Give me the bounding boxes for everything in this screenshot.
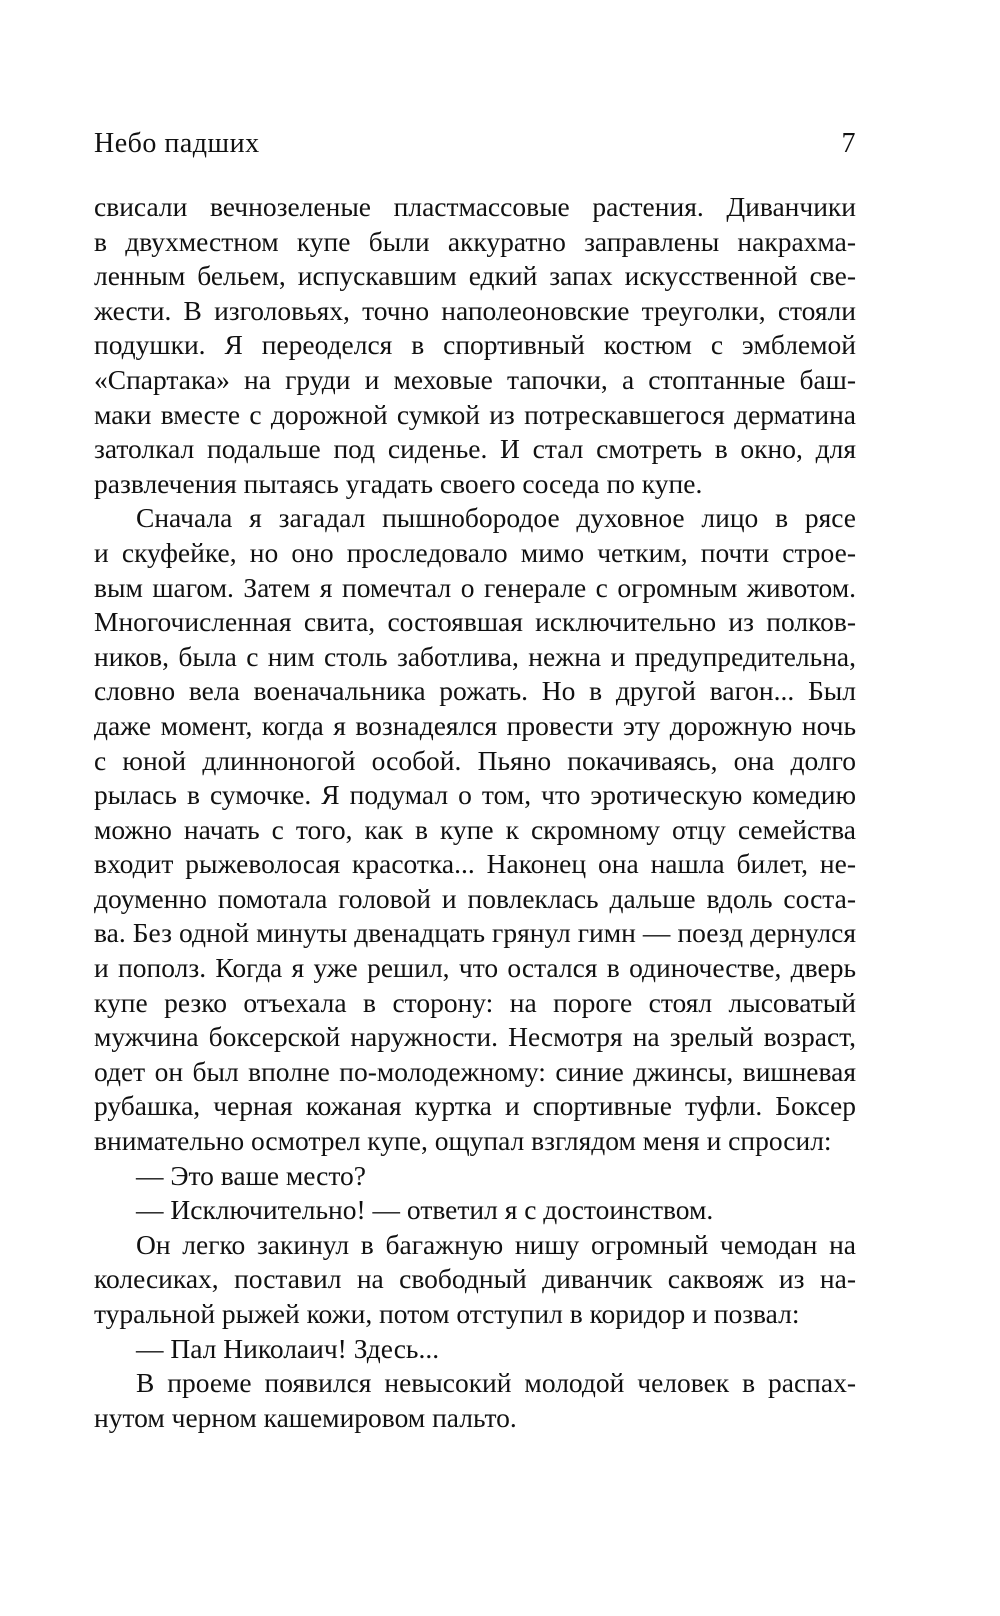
text-line: Сначала я загадал пышнобородое духовное лицо в рясе <box>136 502 856 534</box>
text-line: «Спартака» на груди и меховые тапочки, а стоптанные баш- <box>94 363 856 395</box>
text-line: нутом черном кашемировом пальто. <box>94 1401 517 1433</box>
text-line: словно вела военачальника рожать. Но в другой вагон... Был <box>94 675 856 707</box>
text-line: и пополз. Когда я уже решил, что остался в одиночестве, дверь <box>94 952 856 984</box>
text-line: можно начать с того, как в купе к скромному отцу семейства <box>94 813 856 845</box>
paragraph <box>94 190 856 501</box>
text-line: рубашка, черная кожаная куртка и спортивные туфли. Боксер <box>94 1090 856 1122</box>
text-line: свисали вечнозеленые пластмассовые растения. Диванчики <box>94 191 856 222</box>
text-line: даже момент, когда я вознадеялся провести эту дорожную ночь <box>94 709 856 741</box>
text-body <box>94 190 856 1435</box>
text-line: подушки. Я переоделся в спортивный костюм с эмблемой <box>94 329 856 361</box>
text-line: доуменно помотала головой и повлеклась дальше вдоль соста- <box>94 882 856 914</box>
text-line: колесиках, поставил на свободный диванчик саквояж из на- <box>94 1263 856 1295</box>
text-line: Многочисленная свита, состоявшая исключительно из полков- <box>94 606 856 638</box>
text-line: входит рыжеволосая красотка... Наконец она нашла билет, не- <box>94 848 856 880</box>
text-line: мужчина боксерской наружности. Несмотря на зрелый возраст, <box>94 1021 856 1053</box>
paragraph <box>94 1228 856 1332</box>
text-line: ва. Без одной минуты двенадцать грянул гимн — поезд дернулся <box>94 917 856 949</box>
paragraph <box>94 501 856 1158</box>
text-line: купе резко отъехала в сторону: на пороге стоял лысоватый <box>94 986 856 1018</box>
text-line: В проеме появился невысокий молодой человек в распах- <box>136 1367 856 1399</box>
page-number: 7 <box>841 128 856 159</box>
paragraph <box>94 1366 856 1435</box>
running-header <box>94 128 856 168</box>
text-line: одет он был вполне по-молодежному: синие джинсы, вишневая <box>94 1055 856 1087</box>
text-line: с юной длинноногой особой. Пьяно покачиваясь, она долго <box>94 744 856 776</box>
text-line: рылась в сумочке. Я подумал о том, что эротическую комедию <box>94 779 856 811</box>
text-line: и скуфейке, но оно проследовало мимо четким, почти строе- <box>94 536 856 568</box>
paragraph <box>94 1159 856 1194</box>
text-line: развлечения пытаясь угадать своего соседа по купе. <box>94 467 703 499</box>
text-line: Он легко закинул в багажную нишу огромный чемодан на <box>136 1228 856 1260</box>
text-line: — Это ваше место? <box>136 1159 367 1191</box>
text-line: ников, была с ним столь заботлива, нежна и предупредительна, <box>94 640 856 672</box>
text-line: — Исключительно! — ответил я с достоинством. <box>136 1194 714 1226</box>
text-line: жести. В изголовьях, точно наполеоновские треуголки, стояли <box>94 294 856 326</box>
text-line: — Пал Николаич! Здесь... <box>136 1332 440 1364</box>
text-line: внимательно осмотрел купе, ощупал взглядом меня и спросил: <box>94 1125 832 1157</box>
paragraph <box>94 1193 856 1228</box>
paragraph <box>94 1332 856 1367</box>
text-line: маки вместе с дорожной сумкой из потрескавшегося дерматина <box>94 398 856 430</box>
text-line: в двухместном купе были аккуратно заправлены накрахма- <box>94 225 856 257</box>
text-line: затолкал подальше под сиденье. И стал смотреть в окно, для <box>94 433 856 465</box>
book-title: Небо падших <box>94 128 260 159</box>
text-line: ленным бельем, испускавшим едкий запах искусственной све- <box>94 260 856 292</box>
text-line: туральной рыжей кожи, потом отступил в коридор и позвал: <box>94 1298 800 1329</box>
text-line: вым шагом. Затем я помечтал о генерале с огромным животом. <box>94 571 856 603</box>
